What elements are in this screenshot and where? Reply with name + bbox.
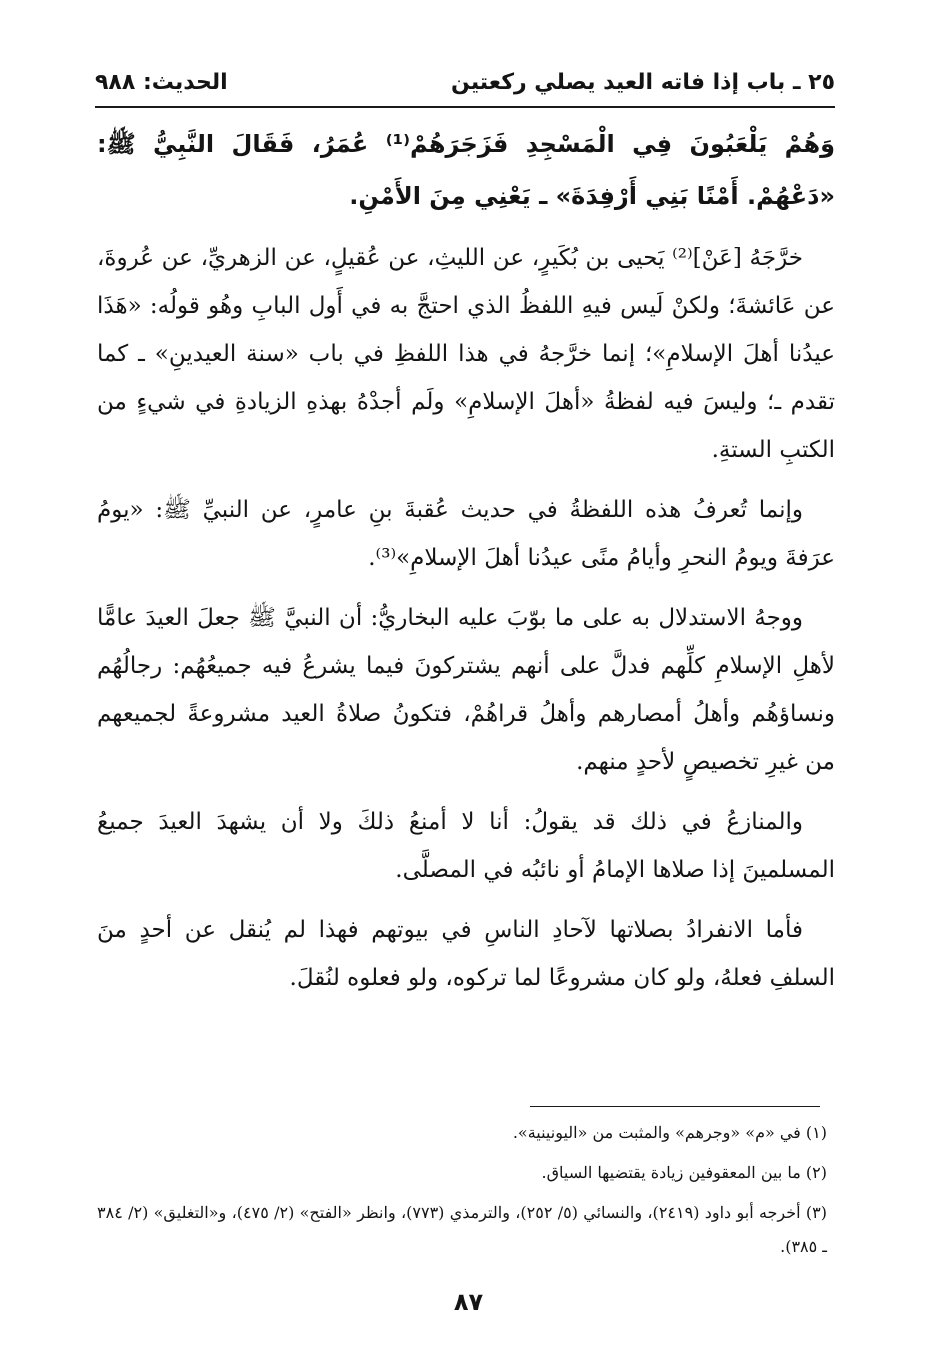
hadith-number: الحديث: ٩٨٨	[95, 70, 228, 95]
footnote: (٢) ما بين المعقوفين زيادة يقتضيها السياق.	[541, 1163, 827, 1182]
commentary-paragraph: فأما الانفرادُ بصلاتها لآحادِ الناسِ في بيوتهم فهذا لم يُنقل عن أحدٍ منَ السلفِ فعلهُ، ولو كان مشروعًا لما تركوه، ولو فعلوه لنُقلَ.	[97, 917, 835, 991]
running-header	[95, 66, 835, 108]
footnote: (١) في «م» «وجرهم» والمثبت من «اليونينية».	[512, 1123, 827, 1142]
commentary-paragraph: وإنما تُعرفُ هذه اللفظةُ في حديث عُقبةَ بنِ عامرٍ، عن النبيِّ ﷺ: «يومُ عرَفةَ ويومُ النحرِ وأيامُ منًى عيدُنا أهلَ الإسلامِ»⁽³⁾.	[97, 497, 835, 571]
footnotes	[97, 1116, 827, 1270]
hadith-text: وَهُمْ يَلْعَبُونَ فِي الْمَسْجِدِ فَزَجَرَهُمْ⁽¹⁾ عُمَرُ، فَقَالَ النَّبِيُّ ﷺ: «دَعْهُمْ. أَمْنًا بَنِي أَرْفِدَةَ» ـ يَعْنِي مِنَ الأَمْنِ.	[97, 130, 835, 210]
chapter-title: ٢٥ ـ باب إذا فاته العيد يصلي ركعتين	[451, 70, 835, 95]
commentary-paragraph: خرَّجَهُ [عَنْ]⁽²⁾ يَحيى بن بُكَيرٍ، عن الليثِ، عن عُقيلٍ، عن الزهريِّ، عن عُروةَ، عن عَائشةَ؛ ولكنْ لَيس فيهِ اللفظُ الذي احتجَّ به في أَول البابِ وهُو قولُه: «هَذَا عيدُنا أهلَ الإسلامِ»؛ إنما خرَّجهُ في هذا اللفظِ في باب «سنة العيدينِ» ـ كما تقدم ـ؛ وليسَ فيه لفظةُ «أهلَ الإسلامِ» ولَم أجدْهُ بهذهِ الزيادةِ في شيءٍ من الكتبِ الستةِ.	[97, 245, 835, 463]
footnote: (٣) أخرجه أبو داود (٢٤١٩)، والنسائي (٥/ ٢٥٢)، والترمذي (٧٧٣)، وانظر «الفتح» (٢/ ٤٧٥)، و«التغليق» (٢/ ٣٨٤ ـ ٣٨٥).	[97, 1203, 827, 1256]
commentary-paragraph: والمنازعُ في ذلك قد يقولُ: أنا لا أمنعُ ذلكَ ولا أن يشهدَ العيدَ جميعُ المسلمينَ إذا صلاها الإمامُ أو نائبُه في المصلَّى.	[97, 809, 835, 883]
footnote-divider	[530, 1106, 820, 1107]
main-text	[97, 118, 835, 1014]
commentary-paragraph: ووجهُ الاستدلال به على ما بوّبَ عليه البخاريُّ: أن النبيَّ ﷺ جعلَ العيدَ عامًّا لأهلِ الإسلامِ كلِّهم فدلَّ على أنهم يشتركونَ فيما يشرعُ فيه جميعُهُم: رجالُهُم ونساؤهُم وأهلُ أمصارهم وأهلُ قراهُمْ، فتكونُ صلاةُ العيد مشروعةً لجميعهم من غيرِ تخصيصٍ لأحدٍ منهم.	[97, 605, 835, 775]
page-number: ٨٧	[453, 1288, 484, 1316]
